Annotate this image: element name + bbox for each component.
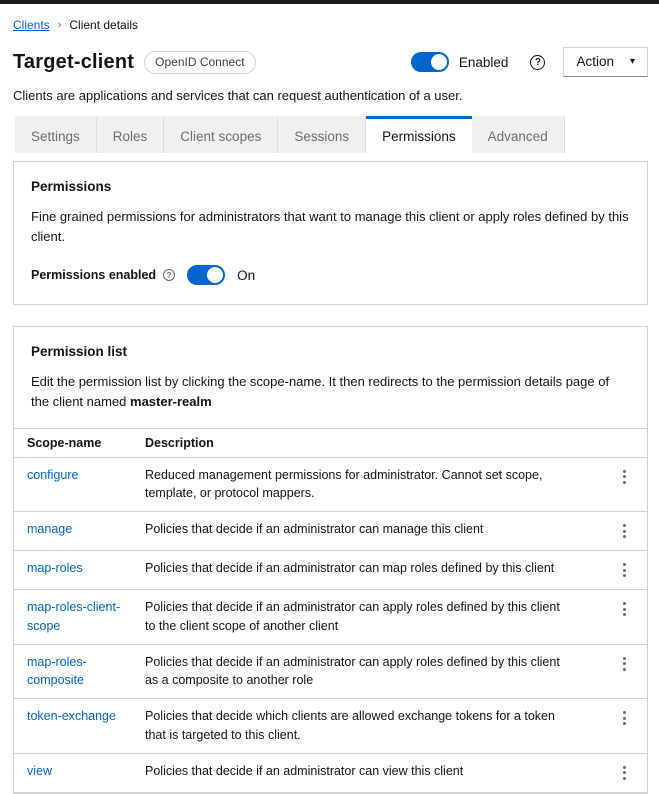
enabled-toggle-label: Enabled <box>458 54 509 70</box>
permission-list-description-text: Edit the permission list by clicking the scope-name. It then redirects to the permission details page of the client named <box>31 374 610 410</box>
kebab-menu-icon[interactable] <box>613 653 636 675</box>
table-row <box>14 551 647 590</box>
table-row <box>14 590 647 645</box>
scope-description: Policies that decide if an administrator can view this client <box>145 763 464 778</box>
scope-link-configure[interactable]: configure <box>27 467 79 482</box>
permission-list-card <box>13 326 648 793</box>
breadcrumb-current: Client details <box>69 18 139 32</box>
breadcrumb-separator-icon: › <box>57 19 62 31</box>
table-row <box>14 753 647 792</box>
scope-description: Reduced management permissions for administrator. Cannot set scope, template, or protocol mappers. <box>145 467 543 501</box>
scope-description: Policies that decide if an administrator can apply roles defined by this client as a composite to another role <box>145 654 560 688</box>
table-row <box>14 512 647 551</box>
client-tabs <box>15 116 648 153</box>
breadcrumb-clients-link[interactable]: Clients <box>13 18 50 32</box>
chevron-down-icon: ▾ <box>629 56 635 67</box>
tab-roles[interactable] <box>97 116 165 153</box>
tab-label: Client scopes <box>180 129 262 144</box>
column-header-scope-name: Scope-name <box>27 435 102 450</box>
action-dropdown[interactable] <box>563 47 648 77</box>
permission-table <box>14 428 647 793</box>
kebab-menu-icon[interactable] <box>613 466 636 488</box>
page-header <box>13 47 648 77</box>
scope-link-view[interactable]: view <box>27 763 53 778</box>
scope-link-map-roles-client-scope[interactable]: map-roles-client-scope <box>27 600 121 633</box>
scope-link-manage[interactable]: manage <box>27 522 73 537</box>
permissions-enabled-row <box>31 265 630 285</box>
permission-list-description <box>31 372 630 412</box>
header-actions <box>411 47 648 77</box>
protocol-badge: OpenID Connect <box>144 51 255 74</box>
page-title: Target-client <box>13 50 135 73</box>
tab-label: Permissions <box>382 129 456 144</box>
toggle-knob <box>431 54 447 70</box>
tab-permissions[interactable] <box>366 116 472 153</box>
column-header-description: Description <box>145 435 214 450</box>
tab-label: Sessions <box>294 129 350 144</box>
permissions-card-title: Permissions <box>31 179 112 194</box>
action-dropdown-label: Action <box>576 54 614 69</box>
table-row <box>14 644 647 699</box>
scope-link-token-exchange[interactable]: token-exchange <box>27 709 116 724</box>
scope-link-map-roles-composite[interactable]: map-roles-composite <box>27 654 87 688</box>
scope-description: Policies that decide if an administrator can map roles defined by this client <box>145 561 555 576</box>
permissions-enabled-label: Permissions enabled <box>31 268 157 283</box>
kebab-menu-icon[interactable] <box>613 520 636 542</box>
tab-label: Roles <box>112 129 148 144</box>
kebab-menu-icon[interactable] <box>613 762 636 784</box>
column-header-actions <box>601 428 647 457</box>
table-row <box>14 699 647 754</box>
tab-settings[interactable] <box>15 116 97 153</box>
client-name-bold: master-realm <box>130 394 212 410</box>
client-details-page <box>0 18 659 794</box>
kebab-menu-icon[interactable] <box>613 598 636 620</box>
tab-client-scopes[interactable] <box>164 116 278 153</box>
enabled-toggle[interactable] <box>411 52 449 72</box>
breadcrumb <box>13 18 648 32</box>
page-subtitle: Clients are applications and services that can request authentication of a user. <box>13 88 463 103</box>
tab-sessions[interactable] <box>278 116 366 153</box>
permissions-enabled-help-icon[interactable]: ? <box>163 269 175 281</box>
tab-label: Advanced <box>487 129 548 144</box>
scope-description: Policies that decide if an administrator can apply roles defined by this client to the client scope of another client <box>145 600 560 633</box>
permission-list-head <box>14 344 647 412</box>
tab-label: Settings <box>31 129 80 144</box>
permission-table-header-row <box>14 428 647 457</box>
scope-description: Policies that decide which clients are allowed exchange tokens for a token that is targeted to this client. <box>145 709 555 742</box>
masthead-edge <box>0 0 659 4</box>
permissions-card <box>13 161 648 305</box>
permissions-enabled-toggle[interactable] <box>187 265 225 285</box>
table-row <box>14 457 647 512</box>
permissions-card-description: Fine grained permissions for administrators that want to manage this client or apply roles defined by this client. <box>31 209 629 245</box>
toggle-knob <box>207 267 223 283</box>
help-icon[interactable]: ? <box>530 55 545 70</box>
permissions-enabled-state: On <box>237 267 256 283</box>
scope-description: Policies that decide if an administrator can manage this client <box>145 522 484 537</box>
kebab-menu-icon[interactable] <box>613 559 636 581</box>
scope-link-map-roles[interactable]: map-roles <box>27 561 83 576</box>
permission-list-title: Permission list <box>31 344 128 360</box>
kebab-menu-icon[interactable] <box>613 707 636 729</box>
tab-advanced[interactable] <box>472 116 565 153</box>
